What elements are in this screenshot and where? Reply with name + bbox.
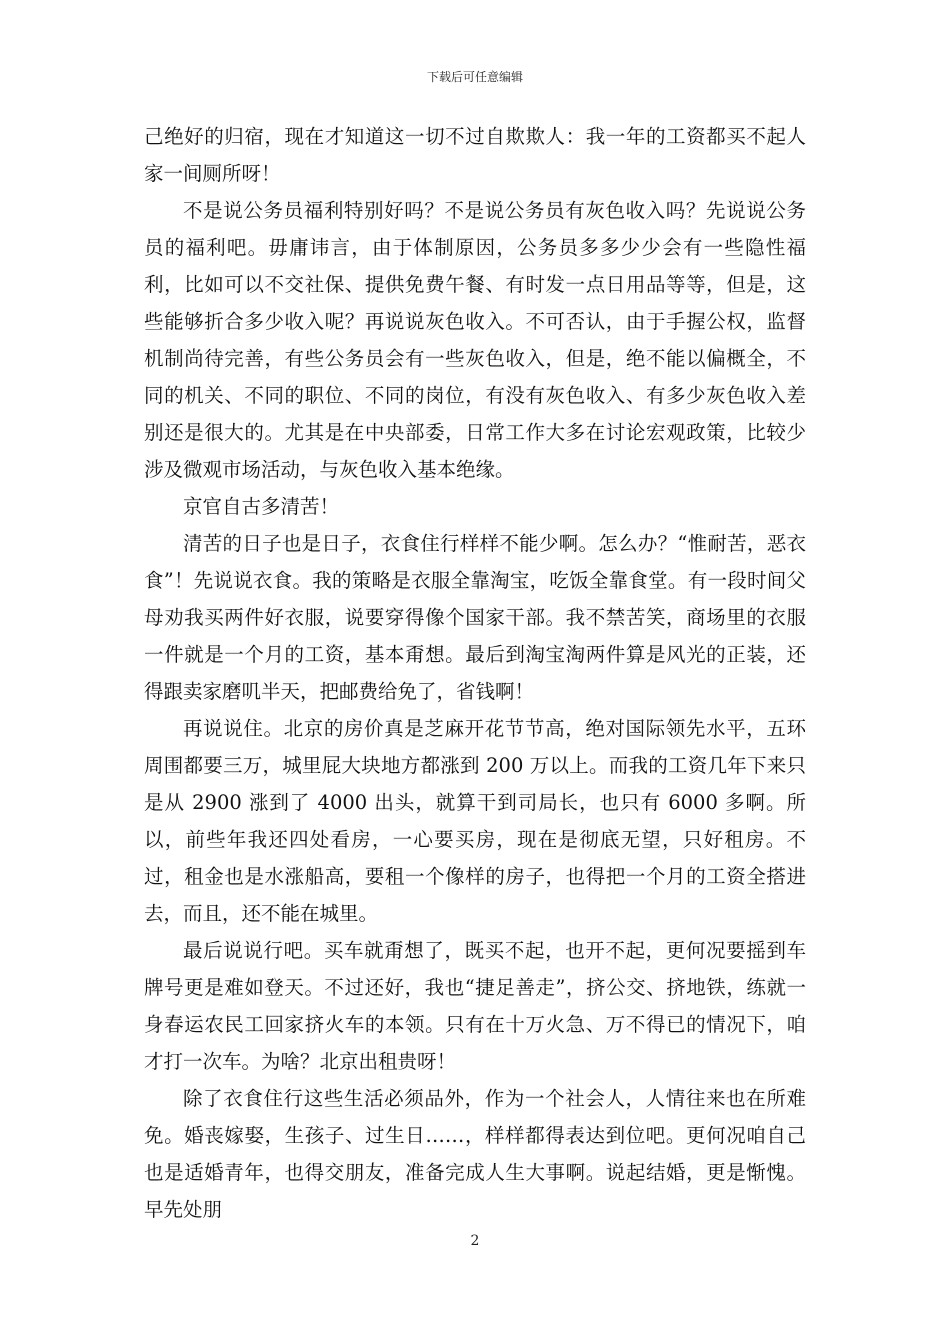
paragraph-7: 除了衣食住行这些生活必须品外，作为一个社会人，人情往来也在所难免。婚丧嫁娶，生孩子、过生日……，样样都得表达到位吧。更何况咱自己也是适婚青年，也得交朋友，准备完成人生大事啊。说起结婚，更是惭愧。早先处朋: [144, 1087, 806, 1221]
page-number: 2: [470, 1233, 480, 1249]
paragraph-4: 清苦的日子也是日子，衣食住行样样不能少啊。怎么办？“惟耐苦，恶衣食”！先说说衣食。我的策略是衣服全靠淘宝，吃饭全靠食堂。有一段时间父母劝我买两件好衣服，说要穿得像个国家干部。我不禁苦笑，商场里的衣服一件就是一个月的工资，基本甭想。最后到淘宝淘两件算是风光的正装，还得跟卖家磨叽半天，把邮费给免了，省钱啊！: [144, 532, 806, 703]
paragraph-5: 再说说住。北京的房价真是芝麻开花节节高，绝对国际领先水平，五环周围都要三万，城里屁大块地方都涨到 200 万以上。而我的工资几年下来只是从 2900 涨到了 4000 出头，就算干到司局长，也只有 6000 多啊。所以，前些年我还四处看房，一心要买房，现在是彻底无望，只好租房。不过，租金也是水涨船高，要租一个像样的房子，也得把一个月的工资全搭进去，而且，还不能在城里。: [144, 717, 806, 925]
paragraph-1: 己绝好的归宿，现在才知道这一切不过自欺欺人：我一年的工资都买不起人家一间厕所呀！: [144, 125, 806, 185]
paragraph-3: 京官自古多清苦！: [183, 495, 340, 518]
page-header: 下载后可任意编辑: [426, 70, 523, 84]
document-body: [144, 118, 806, 1228]
paragraph-2: 不是说公务员福利特别好吗？不是说公务员有灰色收入吗？先说说公务员的福利吧。毋庸讳言，由于体制原因，公务员多多少少会有一些隐性福利，比如可以不交社保、提供免费午餐、有时发一点日用品等等，但是，这些能够折合多少收入呢？再说说灰色收入。不可否认，由于手握公权，监督机制尚待完善，有些公务员会有一些灰色收入，但是，绝不能以偏概全，不同的机关、不同的职位、不同的岗位，有没有灰色收入、有多少灰色收入差别还是很大的。尤其是在中央部委，日常工作大多在讨论宏观政策，比较少涉及微观市场活动，与灰色收入基本绝缘。: [144, 199, 806, 481]
paragraph-6: 最后说说行吧。买车就甭想了，既买不起，也开不起，更何况要摇到车牌号更是难如登天。不过还好，我也“捷足善走”，挤公交、挤地铁，练就一身春运农民工回家挤火车的本领。只有在十万火急、万不得已的情况下，咱才打一次车。为啥？北京出租贵呀！: [144, 939, 806, 1073]
